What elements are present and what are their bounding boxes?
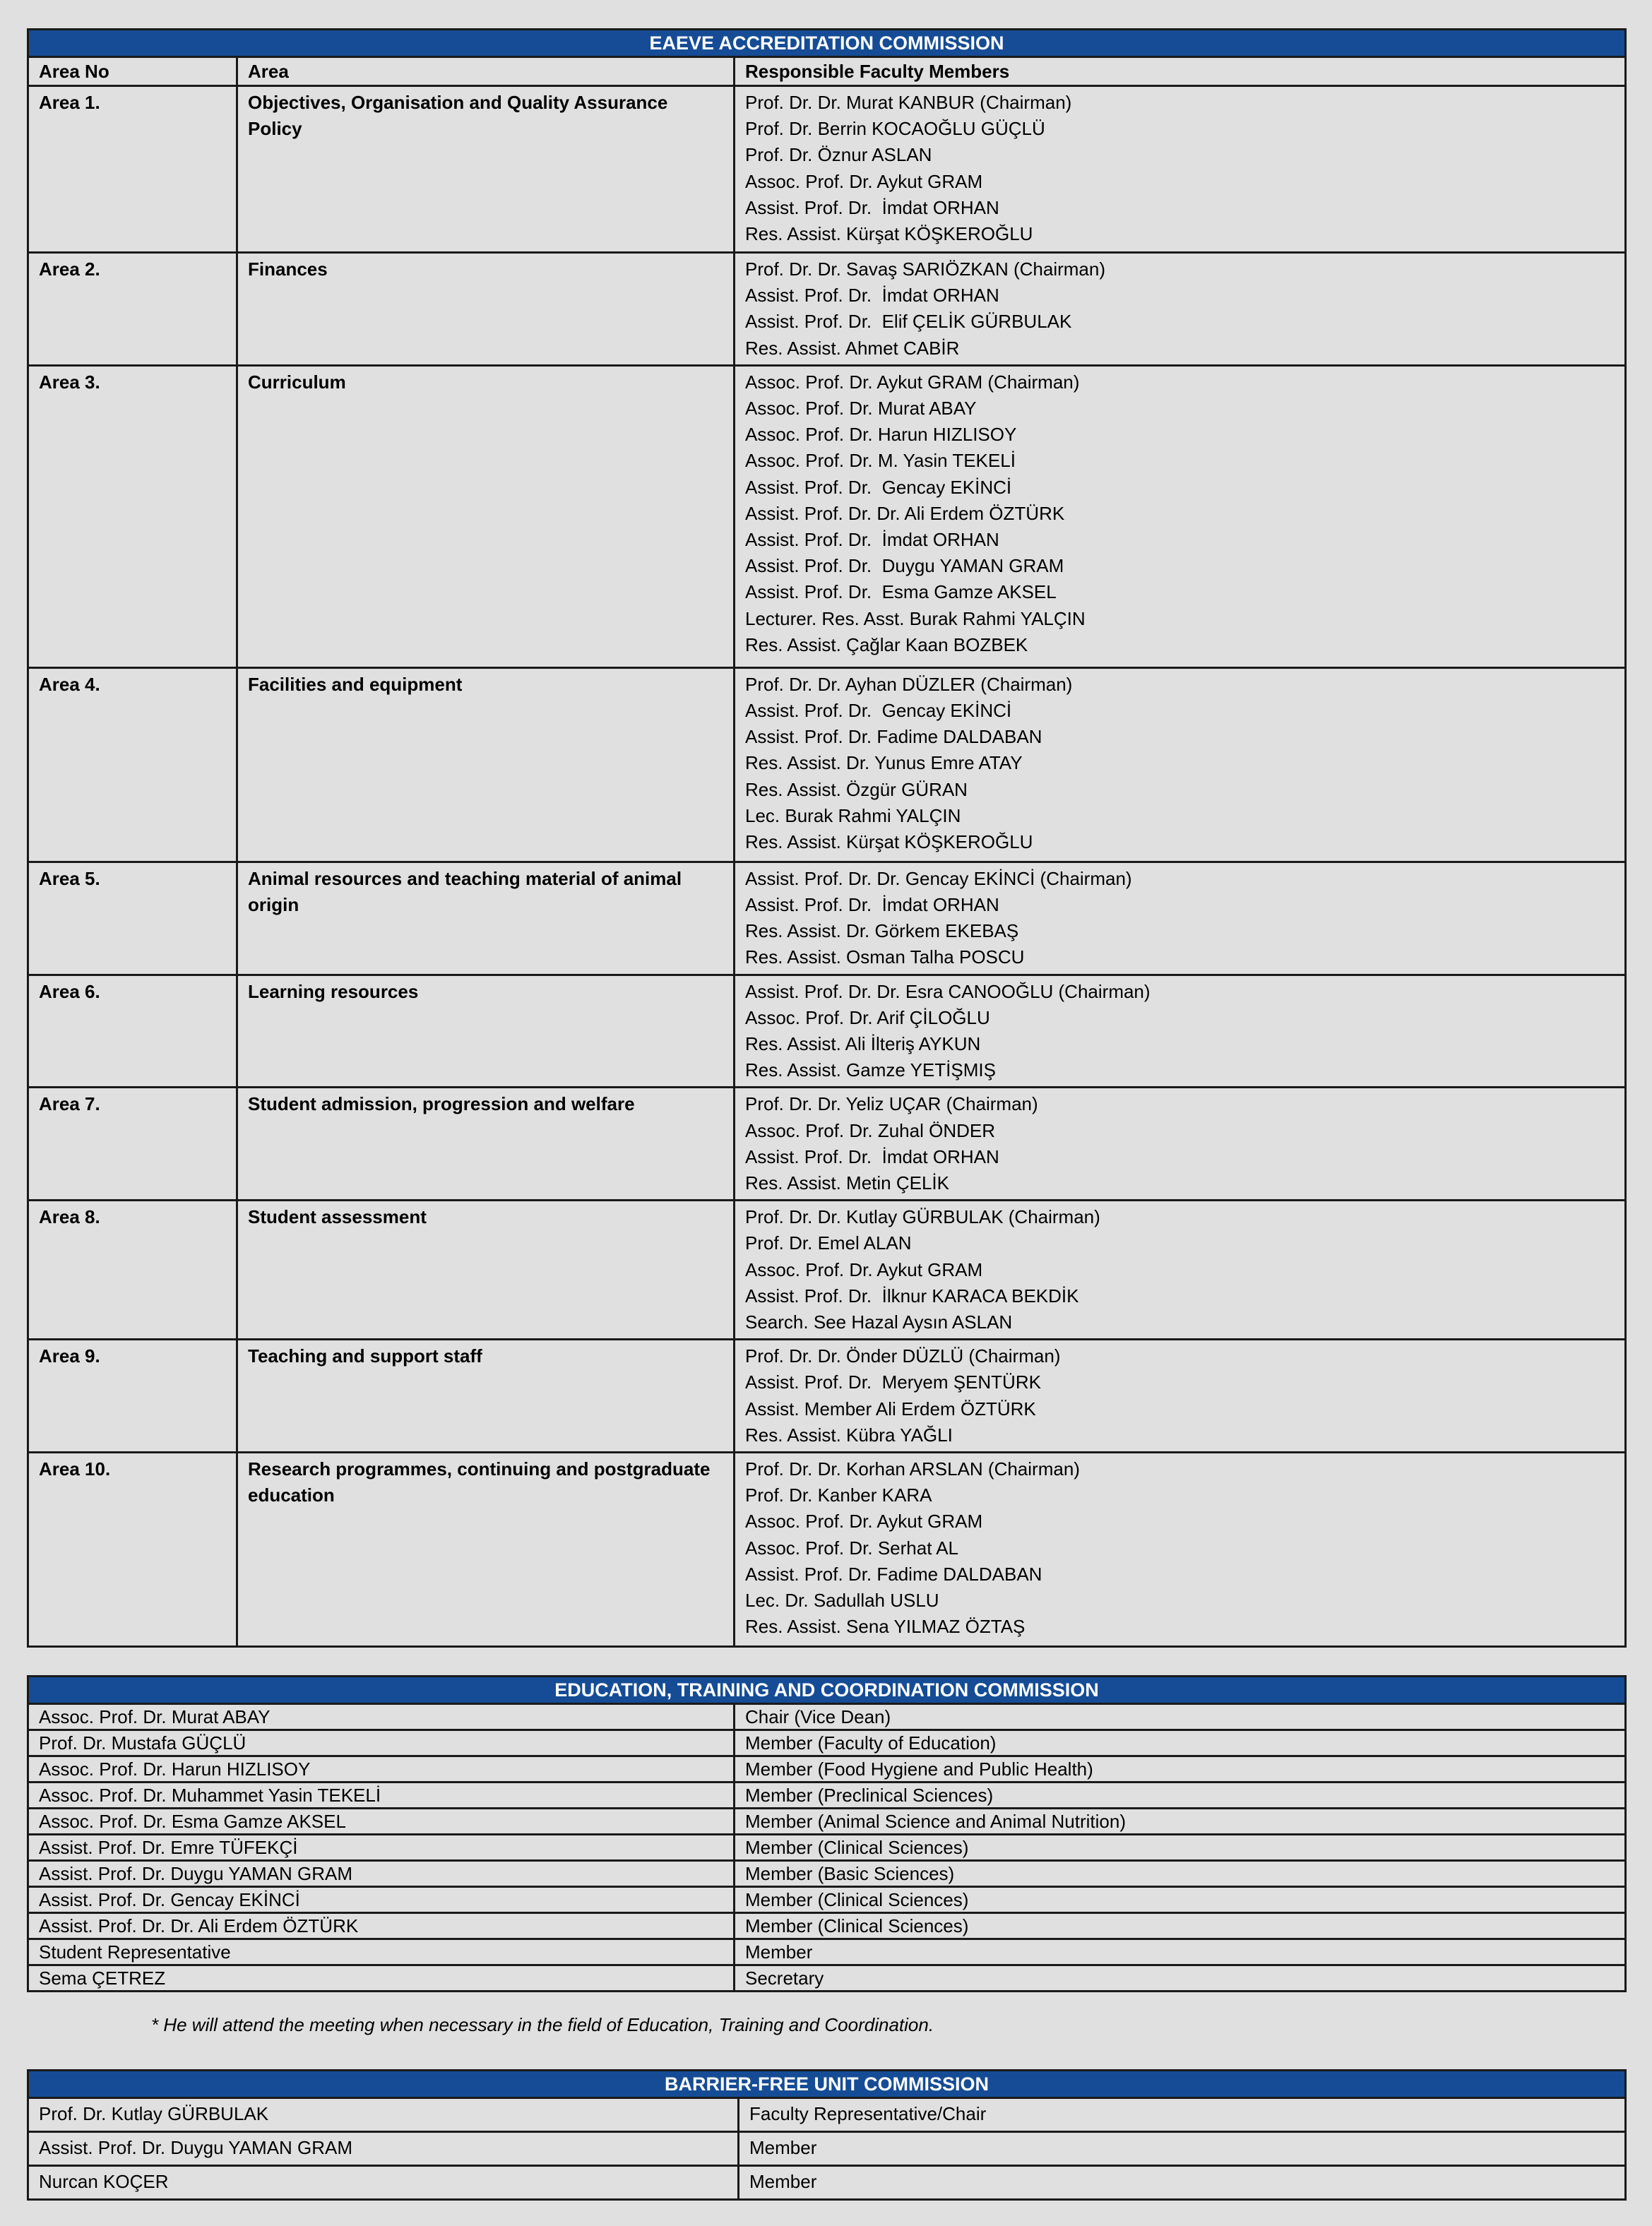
member-name: Res. Assist. Dr. Görkem EKEBAŞ: [745, 920, 1019, 942]
member-name: Assoc. Prof. Dr. Arif ÇİLOĞLU: [745, 1006, 990, 1028]
member-name: Assoc. Prof. Dr. Aykut GRAM: [745, 1511, 983, 1532]
area-name: Research programmes, continuing and postgraduate education: [237, 1453, 735, 1647]
area-number: Area 6.: [28, 975, 237, 1088]
member-name: Prof. Dr. Dr. Korhan ARSLAN (Chairman): [745, 1458, 1080, 1480]
member-name: Assoc. Prof. Dr. Serhat AL: [745, 1537, 959, 1559]
member-role: Member (Faculty of Education): [735, 1730, 1626, 1756]
member-name: Assist. Member Ali Erdem ÖZTÜRK: [745, 1398, 1036, 1419]
member-name: Sema ÇETREZ: [28, 1965, 735, 1992]
member-name: Assist. Prof. Dr. Dr. Ali Erdem ÖZTÜRK: [28, 1913, 735, 1939]
area-number: Area 4.: [28, 667, 237, 862]
area-number: Area 5.: [28, 862, 237, 975]
table-row: [28, 1965, 1626, 1992]
table-row: [28, 1453, 1626, 1647]
member-name: Student Representative: [28, 1939, 735, 1965]
education-commission-table: [27, 1675, 1627, 1992]
member-role: Member (Food Hygiene and Public Health): [735, 1756, 1626, 1782]
member-name: Prof. Dr. Kutlay GÜRBULAK: [28, 2098, 739, 2132]
member-name: Assist. Prof. Dr. Gencay EKİNCİ: [28, 1887, 735, 1913]
area-number: Area 7.: [28, 1088, 237, 1201]
member-name: Res. Assist. Dr. Yunus Emre ATAY: [745, 752, 1023, 774]
member-name: Assist. Prof. Dr. Fadime DALDABAN: [745, 726, 1042, 748]
member-name: Assoc. Prof. Dr. Muhammet Yasin TEKELİ: [28, 1782, 735, 1809]
member-name: Assist. Prof. Dr. İmdat ORHAN: [745, 285, 999, 306]
member-name: Assoc. Prof. Dr. Aykut GRAM (Chairman): [745, 371, 1080, 393]
eaeve-body: [28, 86, 1626, 1647]
eaeve-accreditation-table: [27, 28, 1627, 1648]
area-members: [735, 1088, 1626, 1201]
member-name: Assoc. Prof. Dr. Aykut GRAM: [745, 170, 983, 192]
table-row: [28, 1340, 1626, 1453]
area-name: Learning resources: [237, 975, 735, 1088]
member-name: Res. Assist. Gamze YETİŞMIŞ: [745, 1059, 996, 1081]
member-role: Member (Animal Science and Animal Nutrition): [735, 1809, 1626, 1835]
table-row: [28, 667, 1626, 862]
table-row: [28, 1730, 1626, 1756]
area-members: [735, 1201, 1626, 1340]
education-note: * He will attend the meeting when necessary in the field of Education, Training and Coordination.: [151, 2014, 934, 2035]
barrier-free-table: [27, 2069, 1627, 2201]
member-name: Res. Assist. Kürşat KÖŞKEROĞLU: [745, 831, 1033, 853]
area-name: Objectives, Organisation and Quality Assurance Policy: [237, 86, 735, 253]
eaeve-title: EAEVE ACCREDITATION COMMISSION: [28, 30, 1626, 57]
education-title: EDUCATION, TRAINING AND COORDINATION COMMISSION: [28, 1677, 1626, 1704]
member-name: Prof. Dr. Öznur ASLAN: [745, 144, 932, 166]
member-role: Member: [739, 2166, 1626, 2200]
area-number: Area 1.: [28, 86, 237, 253]
member-name: Res. Assist. Metin ÇELİK: [745, 1172, 949, 1194]
member-name: Lec. Dr. Sadullah USLU: [745, 1590, 939, 1612]
member-name: Assist. Prof. Dr. Duygu YAMAN GRAM: [28, 2132, 739, 2166]
table-row: [28, 1913, 1626, 1939]
member-name: Prof. Dr. Dr. Kutlay GÜRBULAK (Chairman): [745, 1206, 1100, 1228]
table-row: [28, 1887, 1626, 1913]
table-row: [28, 1704, 1626, 1730]
member-name: Prof. Dr. Berrin KOCAOĞLU GÜÇLÜ: [745, 118, 1045, 140]
table-row: [28, 1835, 1626, 1861]
member-role: Member (Basic Sciences): [735, 1861, 1626, 1887]
member-role: Faculty Representative/Chair: [739, 2098, 1626, 2132]
member-name: Assoc. Prof. Dr. Harun HIZLISOY: [745, 424, 1017, 446]
member-name: Assoc. Prof. Dr. Harun HIZLISOY: [28, 1756, 735, 1782]
table-row: [28, 2132, 1626, 2166]
member-name: Res. Assist. Ahmet CABİR: [745, 337, 960, 359]
member-name: Assist. Prof. Dr. Duygu YAMAN GRAM: [745, 555, 1064, 577]
member-name: Res. Assist. Özgür GÜRAN: [745, 778, 968, 800]
member-role: Member (Clinical Sciences): [735, 1913, 1626, 1939]
member-role: Member: [739, 2132, 1626, 2166]
member-role: Member: [735, 1939, 1626, 1965]
barrier-title: BARRIER-FREE UNIT COMMISSION: [28, 2071, 1626, 2098]
member-name: Assist. Prof. Dr. Elif ÇELİK GÜRBULAK: [745, 311, 1072, 333]
member-role: Chair (Vice Dean): [735, 1704, 1626, 1730]
table-row: [28, 1756, 1626, 1782]
member-name: Prof. Dr. Dr. Önder DÜZLÜ (Chairman): [745, 1345, 1061, 1367]
education-body: [28, 1704, 1626, 1992]
header-area: Area: [237, 57, 735, 86]
member-name: Assist. Prof. Dr. Dr. Gencay EKİNCİ (Chairman): [745, 867, 1132, 889]
area-number: Area 2.: [28, 253, 237, 366]
table-row: [28, 975, 1626, 1088]
member-name: Prof. Dr. Mustafa GÜÇLÜ: [28, 1730, 735, 1756]
area-name: Curriculum: [237, 365, 735, 667]
area-members: [735, 1340, 1626, 1453]
member-role: Member (Clinical Sciences): [735, 1887, 1626, 1913]
table-row: [28, 1809, 1626, 1835]
member-name: Assist. Prof. Dr. İmdat ORHAN: [745, 196, 999, 218]
area-name: Teaching and support staff: [237, 1340, 735, 1453]
member-name: Assist. Prof. Dr. Esma Gamze AKSEL: [745, 581, 1057, 603]
member-name: Assist. Prof. Dr. İmdat ORHAN: [745, 529, 999, 551]
area-members: [735, 667, 1626, 862]
member-name: Lec. Burak Rahmi YALÇIN: [745, 804, 961, 826]
member-role: Member (Preclinical Sciences): [735, 1782, 1626, 1809]
member-name: Res. Assist. Kübra YAĞLI: [745, 1424, 953, 1446]
area-name: Finances: [237, 253, 735, 366]
member-role: Secretary: [735, 1965, 1626, 1992]
table-row: [28, 1201, 1626, 1340]
header-members: Responsible Faculty Members: [735, 57, 1626, 86]
member-name: Assist. Prof. Dr. İmdat ORHAN: [745, 894, 999, 916]
member-role: Member (Clinical Sciences): [735, 1835, 1626, 1861]
member-name: Assist. Prof. Dr. Dr. Esra CANOOĞLU (Chairman): [745, 980, 1151, 1002]
area-number: Area 8.: [28, 1201, 237, 1340]
area-number: Area 9.: [28, 1340, 237, 1453]
table-row: [28, 1088, 1626, 1201]
member-name: Prof. Dr. Dr. Murat KANBUR (Chairman): [745, 92, 1072, 113]
member-name: Res. Assist. Ali İlteriş AYKUN: [745, 1033, 981, 1055]
member-name: Nurcan KOÇER: [28, 2166, 739, 2200]
member-name: Assist. Prof. Dr. Duygu YAMAN GRAM: [28, 1861, 735, 1887]
member-name: Assoc. Prof. Dr. Esma Gamze AKSEL: [28, 1809, 735, 1835]
area-members: [735, 975, 1626, 1088]
area-members: [735, 862, 1626, 975]
table-row: [28, 365, 1626, 667]
member-name: Res. Assist. Sena YILMAZ ÖZTAŞ: [745, 1616, 1026, 1638]
member-name: Search. See Hazal Aysın ASLAN: [745, 1311, 1013, 1333]
member-name: Assist. Prof. Dr. Emre TÜFEKÇİ: [28, 1835, 735, 1861]
eaeve-column-headers: [28, 57, 1626, 86]
table-row: [28, 1782, 1626, 1809]
area-name: Animal resources and teaching material of animal origin: [237, 862, 735, 975]
member-name: Res. Assist. Kürşat KÖŞKEROĞLU: [745, 223, 1033, 245]
area-name: Facilities and equipment: [237, 667, 735, 862]
header-area-no: Area No: [28, 57, 237, 86]
barrier-body: [28, 2098, 1626, 2200]
member-name: Res. Assist. Osman Talha POSCU: [745, 946, 1025, 968]
area-members: [735, 86, 1626, 253]
table-row: [28, 2098, 1626, 2132]
table-row: [28, 1861, 1626, 1887]
member-name: Assoc. Prof. Dr. Murat ABAY: [28, 1704, 735, 1730]
area-number: Area 10.: [28, 1453, 237, 1647]
table-row: [28, 1939, 1626, 1965]
table-row: [28, 862, 1626, 975]
member-name: Prof. Dr. Kanber KARA: [745, 1484, 932, 1506]
member-name: Prof. Dr. Dr. Ayhan DÜZLER (Chairman): [745, 673, 1073, 695]
member-name: Assist. Prof. Dr. Dr. Ali Erdem ÖZTÜRK: [745, 502, 1065, 524]
member-name: Assoc. Prof. Dr. Zuhal ÖNDER: [745, 1119, 995, 1141]
member-name: Assoc. Prof. Dr. M. Yasin TEKELİ: [745, 450, 1016, 472]
member-name: Prof. Dr. Emel ALAN: [745, 1232, 912, 1254]
member-name: Lecturer. Res. Asst. Burak Rahmi YALÇIN: [745, 607, 1086, 629]
member-name: Assist. Prof. Dr. Gencay EKİNCİ: [745, 700, 1012, 722]
area-name: Student admission, progression and welfare: [237, 1088, 735, 1201]
member-name: Assist. Prof. Dr. İmdat ORHAN: [745, 1145, 999, 1167]
member-name: Prof. Dr. Dr. Yeliz UÇAR (Chairman): [745, 1093, 1038, 1115]
member-name: Assist. Prof. Dr. İlknur KARACA BEKDİK: [745, 1285, 1079, 1307]
area-members: [735, 365, 1626, 667]
area-name: Student assessment: [237, 1201, 735, 1340]
member-name: Assoc. Prof. Dr. Aykut GRAM: [745, 1258, 983, 1280]
member-name: Prof. Dr. Dr. Savaş SARIÖZKAN (Chairman): [745, 258, 1106, 280]
area-members: [735, 253, 1626, 366]
table-row: [28, 2166, 1626, 2200]
member-name: Assist. Prof. Dr. Fadime DALDABAN: [745, 1563, 1042, 1585]
member-name: Res. Assist. Çağlar Kaan BOZBEK: [745, 633, 1028, 655]
area-number: Area 3.: [28, 365, 237, 667]
table-row: [28, 253, 1626, 366]
member-name: Assist. Prof. Dr. Gencay EKİNCİ: [745, 476, 1012, 498]
table-row: [28, 86, 1626, 253]
member-name: Assoc. Prof. Dr. Murat ABAY: [745, 398, 977, 419]
area-members: [735, 1453, 1626, 1647]
member-name: Assist. Prof. Dr. Meryem ŞENTÜRK: [745, 1371, 1041, 1393]
